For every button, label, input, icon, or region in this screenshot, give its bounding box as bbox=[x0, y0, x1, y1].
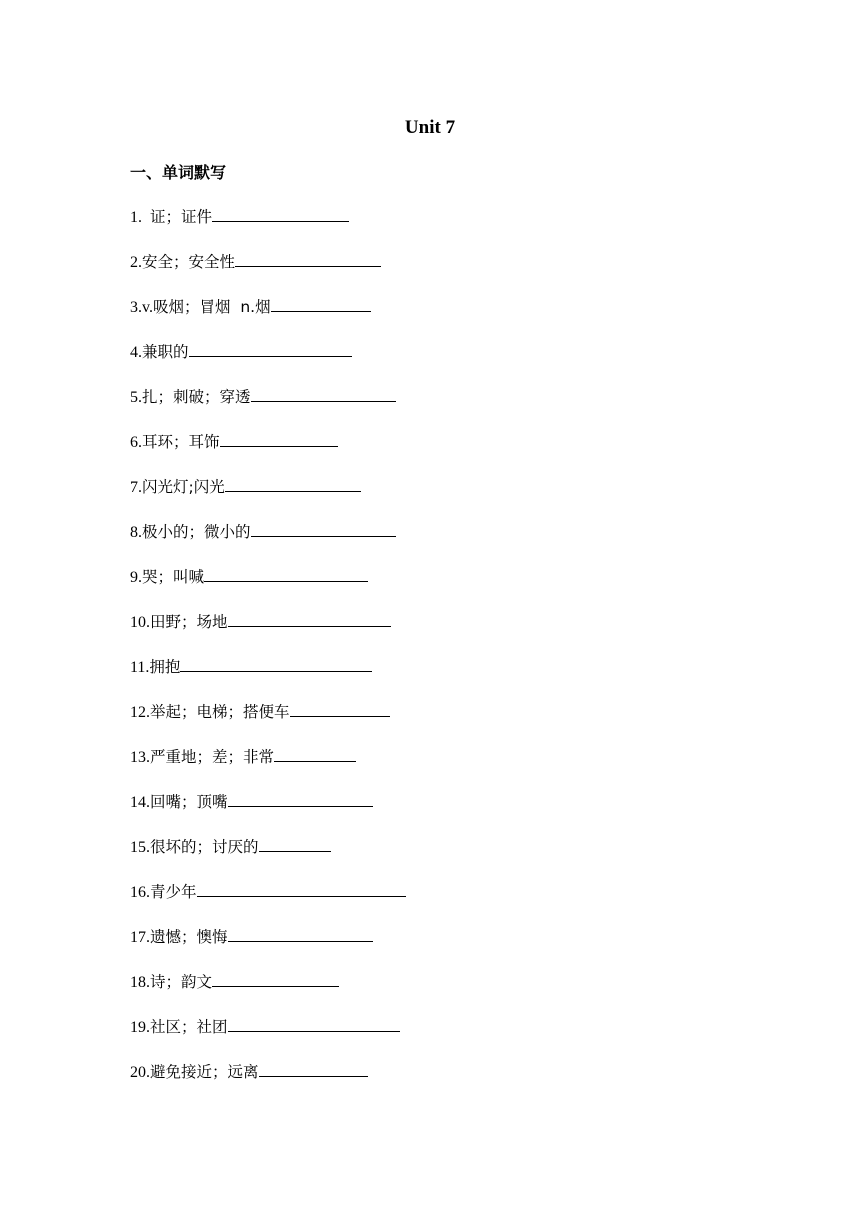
item-prompt: 严重地；差；非常 bbox=[150, 748, 275, 766]
item-prompt: 田野；场地 bbox=[150, 613, 228, 631]
item-prompt: 社区；社团 bbox=[150, 1018, 228, 1036]
vocabulary-list bbox=[130, 206, 730, 1106]
answer-blank[interactable] bbox=[212, 206, 349, 222]
answer-blank[interactable] bbox=[259, 1061, 368, 1077]
answer-blank[interactable] bbox=[204, 566, 368, 582]
vocab-item bbox=[130, 656, 730, 701]
item-prompt: 安全；安全性 bbox=[142, 253, 236, 271]
section-heading: 一、单词默写 bbox=[130, 163, 227, 182]
answer-blank[interactable] bbox=[271, 296, 371, 312]
vocab-item bbox=[130, 1016, 730, 1061]
vocab-item bbox=[130, 1061, 730, 1106]
item-number: 15. bbox=[130, 839, 150, 856]
item-number: 3.v. bbox=[130, 299, 153, 316]
item-prompt: 青少年 bbox=[150, 883, 197, 901]
answer-blank[interactable] bbox=[251, 386, 397, 402]
vocab-item bbox=[130, 296, 730, 341]
item-number: 8. bbox=[130, 524, 142, 541]
item-number: 12. bbox=[130, 704, 150, 721]
answer-blank[interactable] bbox=[189, 341, 353, 357]
item-prompt: 扎；刺破；穿透 bbox=[142, 388, 251, 406]
item-number: 14. bbox=[130, 794, 150, 811]
item-number: 1. bbox=[130, 209, 150, 226]
item-number: 9. bbox=[130, 569, 142, 586]
answer-blank[interactable] bbox=[180, 656, 371, 672]
item-number: 2. bbox=[130, 254, 142, 271]
answer-blank[interactable] bbox=[228, 791, 374, 807]
answer-blank[interactable] bbox=[225, 476, 362, 492]
answer-blank[interactable] bbox=[197, 881, 406, 897]
vocab-item bbox=[130, 341, 730, 386]
item-prompt: 遗憾；懊悔 bbox=[150, 928, 228, 946]
vocab-item bbox=[130, 251, 730, 296]
vocab-item bbox=[130, 701, 730, 746]
item-number: 11. bbox=[130, 659, 150, 676]
answer-blank[interactable] bbox=[290, 701, 390, 717]
answer-blank[interactable] bbox=[274, 746, 356, 762]
vocab-item bbox=[130, 836, 730, 881]
vocab-item bbox=[130, 476, 730, 521]
answer-blank[interactable] bbox=[259, 836, 332, 852]
item-number: 19. bbox=[130, 1019, 150, 1036]
vocab-item bbox=[130, 971, 730, 1016]
vocab-item bbox=[130, 746, 730, 791]
item-prompt: 拥抱 bbox=[149, 658, 181, 676]
item-number: 5. bbox=[130, 389, 142, 406]
item-number: 18. bbox=[130, 974, 150, 991]
item-number: 16. bbox=[130, 884, 150, 901]
vocab-item bbox=[130, 926, 730, 971]
item-number: 6. bbox=[130, 434, 142, 451]
answer-blank[interactable] bbox=[228, 611, 392, 627]
vocab-item bbox=[130, 611, 730, 656]
item-number: 4. bbox=[130, 344, 142, 361]
vocab-item bbox=[130, 431, 730, 476]
answer-blank[interactable] bbox=[228, 926, 374, 942]
item-prompt: 耳环；耳饰 bbox=[142, 433, 220, 451]
item-prompt: 极小的；微小的 bbox=[142, 523, 251, 541]
vocab-item bbox=[130, 206, 730, 251]
item-number: 7. bbox=[130, 479, 142, 496]
item-prompt: 吸烟；冒烟 n.烟 bbox=[152, 298, 271, 316]
item-prompt: 哭；叫喊 bbox=[142, 568, 205, 586]
item-prompt: 举起；电梯；搭便车 bbox=[150, 703, 290, 721]
item-prompt: 闪光灯;闪光 bbox=[142, 478, 225, 496]
vocab-item bbox=[130, 566, 730, 611]
item-number: 17. bbox=[130, 929, 150, 946]
item-prompt: 证；证件 bbox=[150, 208, 213, 226]
vocab-item bbox=[130, 791, 730, 836]
item-prompt: 很坏的；讨厌的 bbox=[150, 838, 259, 856]
answer-blank[interactable] bbox=[235, 251, 381, 267]
item-number: 10. bbox=[130, 614, 150, 631]
vocab-item bbox=[130, 881, 730, 926]
item-prompt: 回嘴；顶嘴 bbox=[150, 793, 228, 811]
answer-blank[interactable] bbox=[212, 971, 339, 987]
answer-blank[interactable] bbox=[251, 521, 397, 537]
item-prompt: 兼职的 bbox=[142, 343, 189, 361]
item-prompt: 避免接近；远离 bbox=[150, 1063, 259, 1081]
item-number: 20. bbox=[130, 1064, 150, 1081]
answer-blank[interactable] bbox=[228, 1016, 401, 1032]
item-number: 13. bbox=[130, 749, 150, 766]
vocab-item bbox=[130, 386, 730, 431]
answer-blank[interactable] bbox=[220, 431, 338, 447]
item-prompt: 诗；韵文 bbox=[150, 973, 213, 991]
page-title: Unit 7 bbox=[404, 117, 456, 138]
vocab-item bbox=[130, 521, 730, 566]
